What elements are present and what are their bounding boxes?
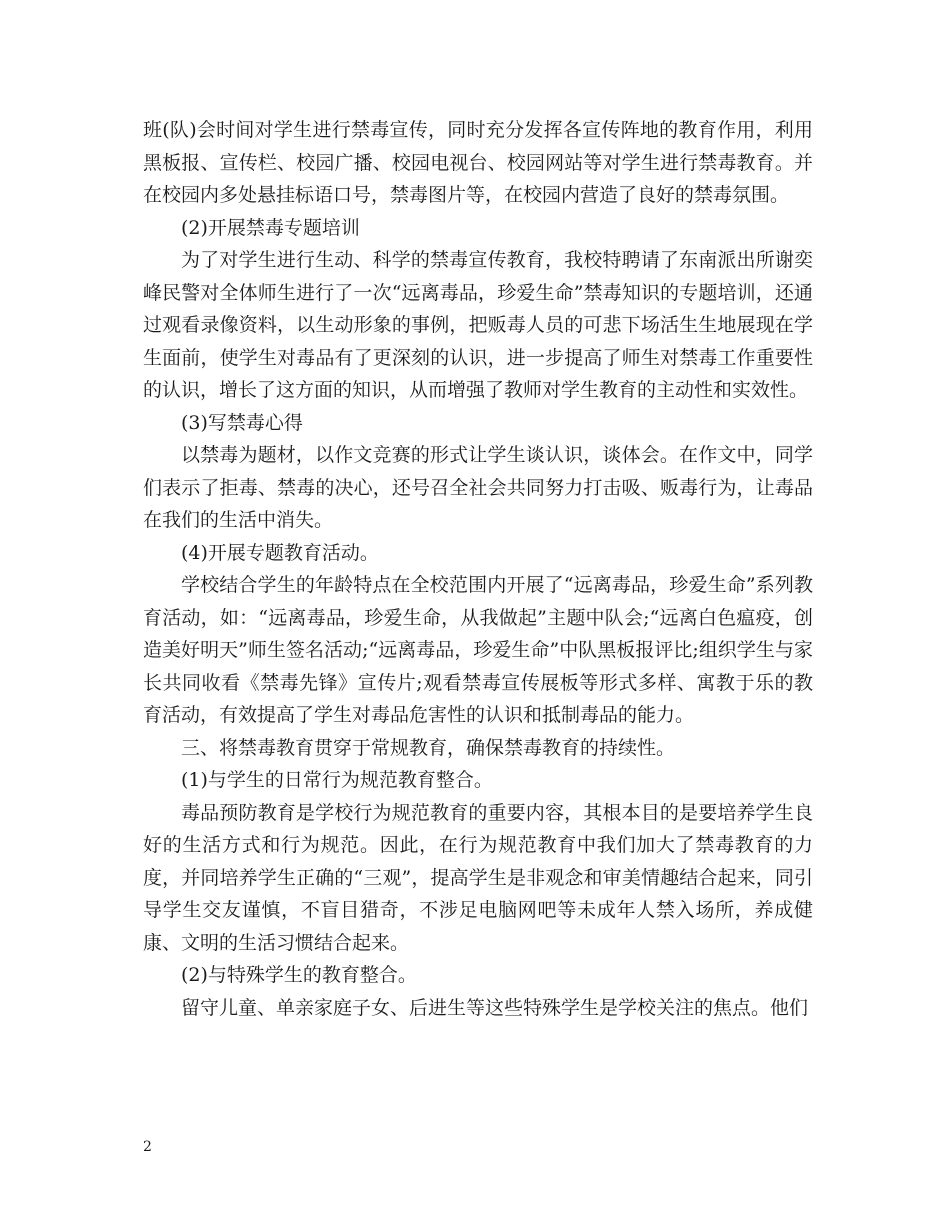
page-number: 2 — [143, 1139, 152, 1155]
paragraph-training: 为了对学生进行生动、科学的禁毒宣传教育，我校特聘请了东南派出所谢奕峰民警对全体师生进行了一次“远离毒品，珍爱生命”禁毒知识的专题培训，还通过观看录像资料，以生动形象的事例，把贩毒人员的可悲下场活生生地展现在学生面前，使学生对毒品有了更深刻的认识，进一步提高了师生对禁毒工作重要性的认识，增长了这方面的知识，从而增强了教师对学生教育的主动性和实效性。 — [143, 249, 813, 401]
section-heading-activities: (4)开展专题教育活动。 — [181, 541, 379, 564]
paragraph-continuation: 班(队)会时间对学生进行禁毒宣传，同时充分发挥各宣传阵地的教育作用，利用黑板报、宣传栏、校园广播、校园电视台、校园网站等对学生进行禁毒教育。并在校园内多处悬挂标语口号，禁毒图片等，在校园内营造了良好的禁毒氛围。 — [143, 119, 813, 206]
paragraph-behavior: 毒品预防教育是学校行为规范教育的重要内容，其根本目的是要培养学生良好的生活方式和行为规范。因此，在行为规范教育中我们加大了禁毒教育的力度，并同培养学生正确的“三观”，提高学生是非观念和审美情趣结合起来，同引导学生交友谨慎，不盲目猎奇，不涉足电脑网吧等未成年人禁入场所，养成健康、文明的生活习惯结合起来。 — [143, 801, 813, 954]
section-heading-routine: 三、将禁毒教育贯穿于常规教育，确保禁毒教育的持续性。 — [181, 736, 676, 759]
section-heading-training: (2)开展禁毒专题培训 — [181, 216, 360, 239]
section-heading-essay: (3)写禁毒心得 — [181, 411, 303, 434]
subheading-behavior: (1)与学生的日常行为规范教育整合。 — [181, 769, 493, 791]
paragraph-special-students: 留守儿童、单亲家庭子女、后进生等这些特殊学生是学校关注的焦点。他们 — [181, 996, 809, 1019]
paragraph-essay: 以禁毒为题材，以作文竞赛的形式让学生谈认识，谈体会。在作文中，同学们表示了拒毒、禁毒的决心，还号召全社会共同努力打击吸、贩毒行为，让毒品在我们的生活中消失。 — [143, 444, 813, 531]
subheading-special-students: (2)与特殊学生的教育整合。 — [181, 964, 417, 986]
body-text — [143, 114, 813, 1024]
paragraph-activities: 学校结合学生的年龄特点在全校范围内开展了“远离毒品，珍爱生命”系列教育活动，如：“远离毒品，珍爱生命，从我做起”主题中队会;“远离白色瘟疫，创造美好明天”师生签名活动;“远离毒品，珍爱生命”中队黑板报评比;组织学生与家长共同收看《禁毒先锋》宣传片;观看禁毒宣传展板等形式多样、寓教于乐的教育活动，有效提高了学生对毒品危害性的认识和抵制毒品的能力。 — [143, 574, 813, 726]
